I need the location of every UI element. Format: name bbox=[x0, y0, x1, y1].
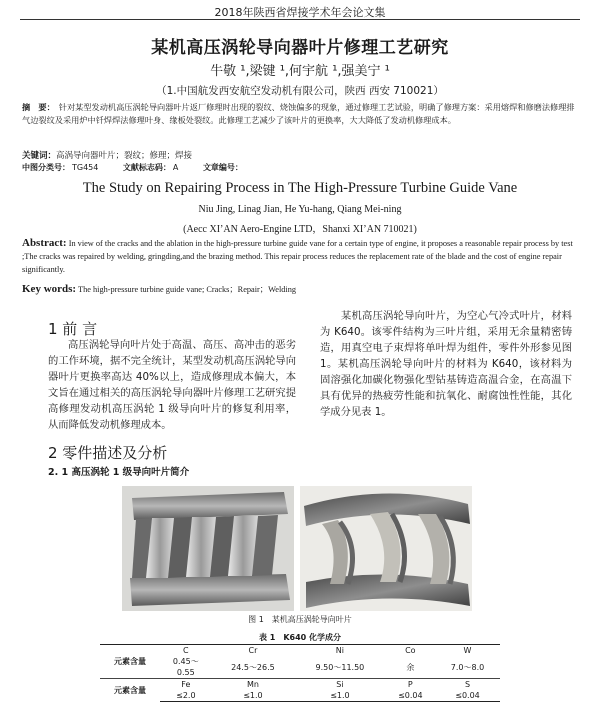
element-value: 24.5～26.5 bbox=[231, 662, 275, 672]
element-name: P bbox=[386, 679, 435, 691]
clc-value: TG454 bbox=[72, 163, 99, 172]
section-1-heading: 1 前 言 bbox=[48, 320, 98, 338]
en-keywords bbox=[22, 283, 578, 295]
article-label: 文章编号： bbox=[202, 163, 243, 172]
element-value: ≤1.0 bbox=[212, 690, 295, 702]
table-caption: 表 1 K640 化学成分 bbox=[258, 633, 342, 642]
element-value: ≤0.04 bbox=[386, 690, 435, 702]
section-1-right-paragraph: 某机高压涡轮导向叶片，为空心气冷式叶片，材料为 K640。该零件结构为三叶片组，采用无余量精密铸造，用真空电子束焊将单叶焊为组件，零件外形参见图 1。某机高压涡轮导向叶片的材料为 K640，该材料为固溶强化加碳化物强化型钴基铸造高温合金，在高温下具有优异的热疲劳性能和抗氧化、耐腐蚀性性能，其化学成分见表 1。 bbox=[320, 310, 572, 418]
element-name: Ni bbox=[294, 645, 385, 657]
vane-photo-right bbox=[300, 486, 472, 611]
doc-label: 文献标志码： bbox=[122, 163, 171, 172]
cn-keywords bbox=[22, 149, 578, 161]
cn-keywords-label: 关键词： bbox=[22, 151, 57, 161]
element-value: ≤0.04 bbox=[435, 690, 500, 702]
cn-affiliation: （1.中国航发西安航空发动机有限公司，陕西 西安 710021） bbox=[156, 85, 444, 97]
cn-abstract-label: 摘 要： bbox=[22, 102, 55, 112]
element-value: 余 bbox=[406, 662, 415, 672]
element-value bbox=[160, 656, 212, 679]
element-name: S bbox=[435, 679, 500, 691]
element-name: Mn bbox=[212, 679, 295, 691]
cn-keywords-text: 高涡导向器叶片；裂纹；修理；焊接 bbox=[56, 151, 193, 161]
running-header: 2018年陕西省焊接学术年会论文集 bbox=[214, 6, 386, 19]
cn-authors: 牛敬 ¹,梁键 ¹,何宇航 ¹,强美宁 ¹ bbox=[210, 64, 390, 79]
element-value: ≤2.0 bbox=[160, 690, 212, 702]
figure-caption: 图 1 某机高压涡轮导向叶片 bbox=[248, 615, 352, 624]
en-authors: Niu Jing, Linag Jian, He Yu-hang, Qiang Mei-ning bbox=[198, 204, 402, 215]
row-label-1: 元素含量 bbox=[100, 645, 160, 679]
section-1-left-paragraph: 高压涡轮导向叶片处于高温、高压、高冲击的恶劣的工作环境，据不完全统计，某型发动机高压涡轮导向器叶片更换率高达 40%以上，造成修理成本偏大，本文旨在通过相关的高压涡轮导向器叶片修理工艺研究提高修理发动机高压涡轮 1 级导向叶片的修复利用率，从而降低发动机修理成本。 bbox=[48, 339, 296, 431]
element-value: 7.0～8.0 bbox=[450, 662, 485, 672]
cn-title: 某机高压涡轮导向器叶片修理工艺研究 bbox=[151, 38, 449, 58]
section-2-1-heading: 2. 1 高压涡轮 1 级导向叶片简介 bbox=[48, 467, 190, 478]
element-name: C bbox=[160, 645, 212, 657]
en-abstract-text: In view of the cracks and the ablation in the high-pressure turbine guide vane for a certain type of engine, it proposes a reasonable repair process by test ;The cracks was repaired by welding, gringding,and the brazing method. This repair process reduces the replacement rate of the blade and the cost of engine repair significantly. bbox=[22, 239, 573, 274]
en-abstract bbox=[22, 237, 578, 276]
en-keywords-text: The high-pressure turbine guide vane; Cracks；Repair；Welding bbox=[78, 285, 296, 294]
k640-composition-table bbox=[100, 644, 500, 702]
element-name: Co bbox=[386, 645, 435, 657]
vane-photo-left bbox=[122, 486, 294, 611]
element-name: Cr bbox=[212, 645, 295, 657]
element-value-a: 0.45～ bbox=[172, 657, 199, 666]
element-name: Fe bbox=[160, 679, 212, 691]
en-keywords-label: Key words: bbox=[22, 283, 77, 295]
element-value-b: 0.55 bbox=[176, 668, 195, 677]
en-title: The Study on Repairing Process in The High-Pressure Turbine Guide Vane bbox=[82, 180, 518, 196]
element-name: Si bbox=[294, 679, 385, 691]
cn-abstract bbox=[22, 101, 578, 127]
doc-value: A bbox=[172, 163, 179, 172]
element-name: W bbox=[435, 645, 500, 657]
clc-label: 中图分类号： bbox=[22, 163, 70, 172]
cn-abstract-text: 针对某型发动机高压涡轮导向器叶片返厂修理时出现的裂纹、烧蚀偏多的现象，通过修理工艺试验，明确了修理方案：采用熔焊和修磨法修理排气边裂纹及采用炉中钎焊焊法修理叶身、缘板处裂纹。此修理工艺减少了该叶片的更换率，大大降低了发动机修理成本。 bbox=[22, 102, 575, 125]
header-rule bbox=[20, 19, 580, 20]
en-affiliation: (Aecc XI’AN Aero-Engine LTD，Shanxi XI’AN 710021) bbox=[183, 224, 417, 235]
element-value: 9.50～11.50 bbox=[315, 662, 365, 672]
element-value: ≤1.0 bbox=[294, 690, 385, 702]
row-label-2: 元素含量 bbox=[100, 679, 160, 702]
section-2-heading: 2 零件描述及分析 bbox=[48, 444, 168, 462]
cn-meta bbox=[22, 162, 578, 173]
en-abstract-label: Abstract: bbox=[22, 237, 67, 249]
